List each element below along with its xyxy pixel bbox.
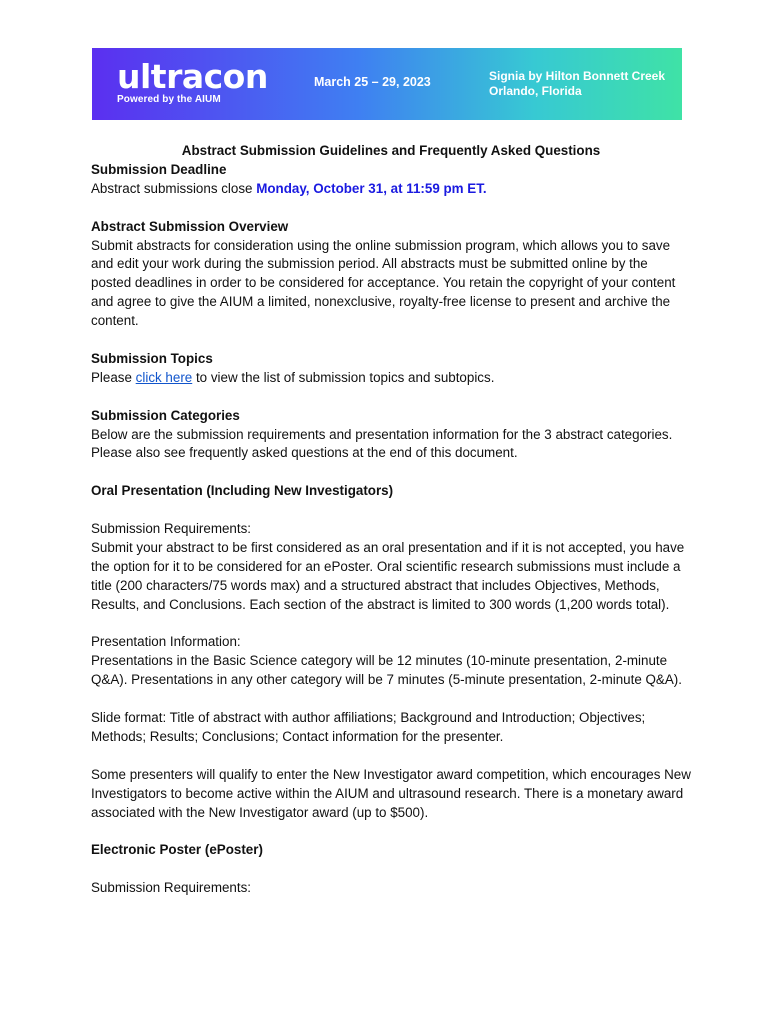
overview-section <box>91 218 691 331</box>
topics-section <box>91 350 691 388</box>
oral-requirements-label: Submission Requirements: <box>91 521 252 537</box>
eposter-heading: Electronic Poster (ePoster) <box>91 842 263 858</box>
topics-text <box>91 369 691 388</box>
conference-banner <box>92 48 682 120</box>
ultracon-logo <box>117 57 268 105</box>
event-dates: March 25 – 29, 2023 <box>314 75 431 89</box>
oral-presentation-section <box>91 633 691 690</box>
award-section <box>91 766 691 823</box>
document-title: Abstract Submission Guidelines and Frequently Asked Questions <box>181 143 601 158</box>
slide-format-section <box>91 709 691 747</box>
categories-section <box>91 407 691 464</box>
eposter-heading-section <box>91 841 691 860</box>
deadline-date: Monday, October 31, at 11:59 pm ET. <box>256 180 487 196</box>
topics-text-tail: to view the list of submission topics and subtopics. <box>192 369 495 385</box>
topics-link[interactable]: click here <box>135 369 193 385</box>
venue-city: Orlando, Florida <box>489 84 582 98</box>
oral-heading-section <box>91 482 691 501</box>
eposter-requirements-section <box>91 879 691 898</box>
powered-by-text: Powered by the AIUM <box>117 94 221 105</box>
event-venue <box>489 69 665 99</box>
deadline-text-lead: Abstract submissions close <box>91 180 257 196</box>
logo-text: ultracon <box>117 57 268 96</box>
oral-heading: Oral Presentation (Including New Investigators) <box>91 483 394 499</box>
venue-name: Signia by Hilton Bonnett Creek <box>489 69 666 83</box>
categories-text: Below are the submission requirements and presentation information for the 3 abstract categories. Please also see frequently asked questions at the end of this document. <box>91 426 673 461</box>
topics-heading: Submission Topics <box>91 350 213 366</box>
oral-presentation-text: Presentations in the Basic Science category will be 12 minutes (10-minute presentation, 2-minute Q&A). Presentations in any other category will be 7 minutes (5-minute presentation, 2-minute Q&A). <box>91 653 682 688</box>
deadline-section <box>91 161 691 199</box>
document-body <box>91 142 691 917</box>
slide-format-text: Slide format: Title of abstract with author affiliations; Background and Introduction; Objectives; Methods; Results; Conclusions; Contact information for the presenter. <box>91 710 646 744</box>
deadline-heading: Submission Deadline <box>91 161 227 177</box>
overview-heading: Abstract Submission Overview <box>91 218 289 234</box>
oral-requirements-section <box>91 520 691 615</box>
oral-presentation-label: Presentation Information: <box>91 634 241 650</box>
categories-heading: Submission Categories <box>91 407 240 423</box>
award-text: Some presenters will qualify to enter the New Investigator award competition, which encourages New Investigators to become active within the AIUM and ultrasound research. There is a monetary award associated with the New Investigator award (up to $500). <box>91 766 691 820</box>
deadline-text <box>91 180 691 199</box>
topics-text-lead: Please <box>91 369 136 385</box>
oral-requirements-text: Submit your abstract to be first considered as an oral presentation and if it is not accepted, you have the option for it to be considered for an ePoster. Oral scientific research submissions must include a title (200 characters/75 words max) and a structured abstract that includes Objectives, Methods, Results, and Conclusions. Each section of the abstract is limited to 300 words (1,200 words total). <box>91 539 685 612</box>
overview-text: Submit abstracts for consideration using the online submission program, which allows you to save and edit your work during the submission period. All abstracts must be submitted online by the posted deadlines in order to be considered for acceptance. You retain the copyright of your content and agree to give the AIUM a limited, nonexclusive, royalty-free license to present and archive the content. <box>91 237 676 329</box>
eposter-requirements-label: Submission Requirements: <box>91 880 252 896</box>
